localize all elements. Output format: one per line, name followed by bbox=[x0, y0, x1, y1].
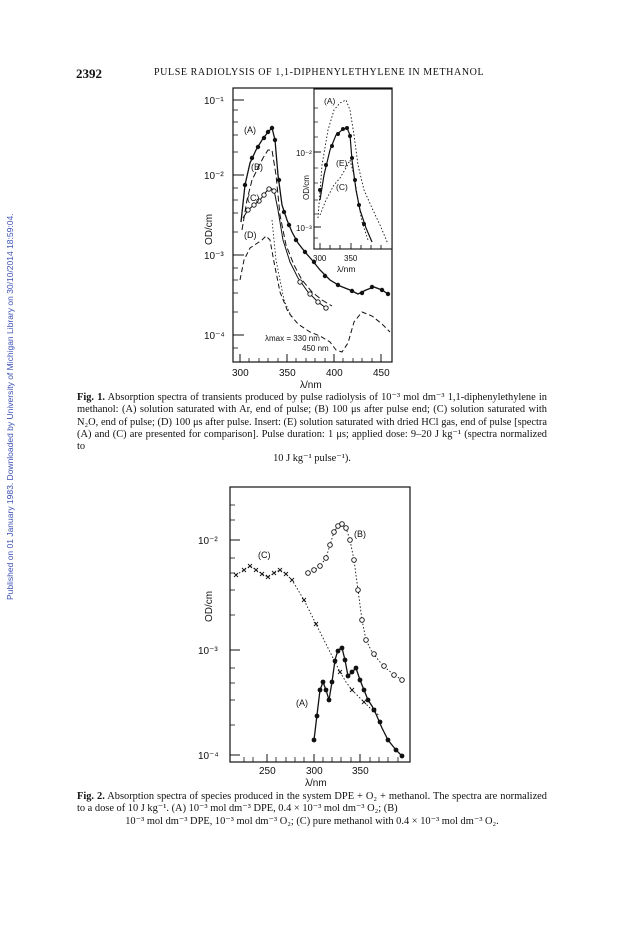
fig1-label-A: (A) bbox=[244, 125, 256, 135]
inset-ylabel: OD/cm bbox=[302, 175, 311, 200]
fig1-inset bbox=[314, 89, 392, 249]
fig1-xlabel: λ/nm bbox=[300, 380, 322, 391]
running-head: PULSE RADIOLYSIS OF 1,1-DIPHENYLETHYLENE IN METHANOL bbox=[154, 67, 485, 78]
inset-label-E: (E) bbox=[336, 158, 348, 168]
fig2-ylabel: OD/cm bbox=[204, 590, 215, 622]
download-side-note: Published on 01 January 1983. Downloaded by University of Michigan Library on 30/10/2014 18:59:04. bbox=[5, 213, 15, 600]
fig2-caption-text: Absorption spectra of species produced in the system DPE + O₂ + methanol. The spectra are normalized to a dose of 10 J kg⁻¹. (A) 10⁻³ mol dm⁻³ DPE, 0.4 × 10⁻³ mol dm⁻³ O₂; (B) bbox=[77, 791, 547, 815]
fig2-label-A: (A) bbox=[296, 698, 308, 708]
fig2-caption-last-line: 10⁻³ mol dm⁻³ DPE, 10⁻³ mol dm⁻³ O₂; (C) pure methanol with 0.4 × 10⁻³ mol dm⁻³ O₂. bbox=[125, 815, 499, 827]
fig1-caption bbox=[77, 392, 547, 466]
inset-ytick-1: 10⁻² bbox=[296, 149, 312, 158]
fig2-xlabel: λ/nm bbox=[305, 778, 327, 789]
inset-xtick-1: 300 bbox=[313, 254, 327, 263]
fig2-caption-label: Fig. 2. bbox=[77, 791, 105, 802]
fig1-caption-label: Fig. 1. bbox=[77, 392, 106, 403]
figure-2 bbox=[230, 487, 410, 762]
fig1-caption-last-line: 10 J kg⁻¹ pulse⁻¹). bbox=[273, 453, 351, 465]
fig1-ytick-1: 10⁻¹ bbox=[204, 96, 224, 107]
fig2-caption bbox=[77, 791, 547, 828]
fig2-curve-C-points bbox=[234, 564, 376, 712]
fig2-curve-B-points bbox=[306, 522, 405, 683]
fig2-ytick-1: 10⁻² bbox=[198, 536, 218, 547]
fig1-xtick-3: 400 bbox=[326, 368, 343, 379]
fig2-ytick-3: 10⁻⁴ bbox=[198, 751, 219, 762]
fig1-ytick-2: 10⁻² bbox=[204, 171, 224, 182]
fig1-caption-text: Absorption spectra of transients produced by pulse radiolysis of 10⁻³ mol dm⁻³ 1,1-diphenylethylene in methanol: (A) solution saturated with Ar, end of pulse; (B) 100 μs after pulse end; (C) solution saturated with N₂O, end of pulse; (D) 100 μs after pulse. Insert: (E) solution saturated with dried HCl gas, end of pulse [spectra (A) and (C) are presented for comparison]. Pulse duration: 1 μs; applied dose: 9–20 J kg⁻¹ (spectra normalized to bbox=[77, 392, 547, 453]
fig1-xtick-4: 450 bbox=[373, 368, 390, 379]
page-number: 2392 bbox=[76, 66, 102, 81]
fig2-ytick-2: 10⁻³ bbox=[198, 646, 218, 657]
fig2-label-B: (B) bbox=[354, 529, 366, 539]
fig1-xtick-1: 300 bbox=[232, 368, 249, 379]
inset-ytick-2: 10⁻³ bbox=[296, 224, 312, 233]
fig2-xtick-1: 250 bbox=[259, 766, 276, 777]
fig2-xtick-3: 350 bbox=[352, 766, 369, 777]
fig1-ytick-4: 10⁻⁴ bbox=[204, 331, 225, 342]
fig1-xtick-2: 350 bbox=[279, 368, 296, 379]
fig1-label-B: (B) bbox=[251, 162, 263, 172]
fig1-lambda-max-2: 450 nm bbox=[302, 344, 329, 353]
inset-label-A: (A) bbox=[324, 96, 336, 106]
fig2-curve-A-points bbox=[312, 646, 405, 759]
fig2-frame bbox=[230, 487, 410, 762]
fig1-lambda-max: λmax = 330 nm bbox=[265, 334, 320, 343]
fig1-label-D: (D) bbox=[244, 230, 257, 240]
inset-xtick-2: 350 bbox=[344, 254, 358, 263]
fig2-curve-B bbox=[306, 524, 402, 680]
inset-xlabel: λ/nm bbox=[337, 264, 356, 274]
fig1-ylabel: OD/cm bbox=[204, 213, 215, 245]
fig2-label-C: (C) bbox=[258, 550, 271, 560]
fig2-xtick-2: 300 bbox=[306, 766, 323, 777]
inset-label-C: (C) bbox=[336, 182, 348, 192]
fig1-ytick-3: 10⁻³ bbox=[204, 251, 224, 262]
fig1-label-C: (C) bbox=[247, 193, 260, 203]
